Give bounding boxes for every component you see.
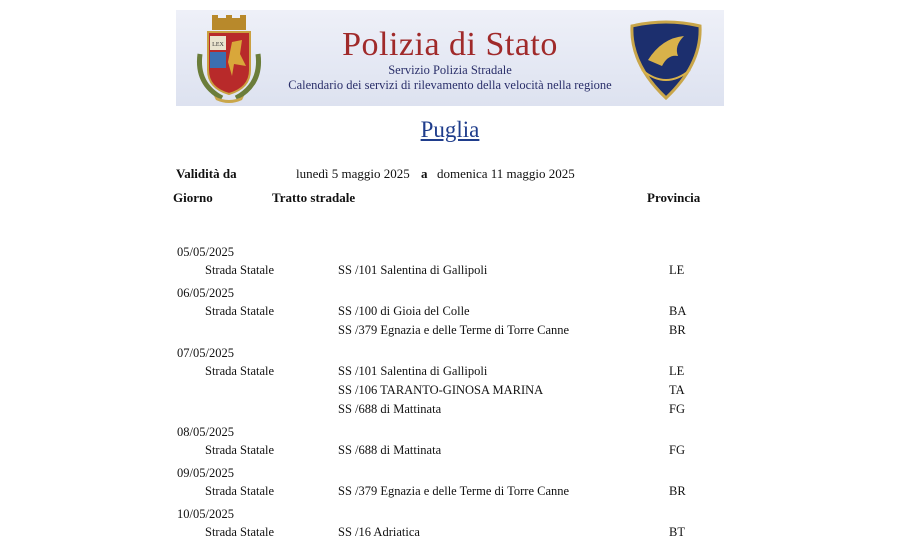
validity-to: domenica 11 maggio 2025 bbox=[437, 166, 575, 181]
province-code: BR bbox=[669, 484, 686, 498]
road-type: Strada Statale bbox=[205, 263, 275, 277]
road-type: Strada Statale bbox=[205, 304, 275, 318]
schedule-date: 10/05/2025 bbox=[177, 507, 234, 521]
road-segment: SS /688 di Mattinata bbox=[338, 402, 442, 416]
province-code: BR bbox=[669, 323, 686, 337]
schedule-date: 06/05/2025 bbox=[177, 286, 234, 300]
province-code: LE bbox=[669, 364, 685, 378]
road-type: Strada Statale bbox=[205, 484, 275, 498]
province-code: FG bbox=[669, 443, 685, 457]
province-code: BA bbox=[669, 304, 687, 318]
province-code: LE bbox=[669, 263, 685, 277]
road-segment: SS /16 Adriatica bbox=[338, 525, 420, 539]
column-header-day: Giorno bbox=[173, 190, 213, 205]
banner-subtitle: Servizio Polizia Stradale bbox=[388, 63, 512, 77]
road-segment: SS /688 di Mattinata bbox=[338, 443, 442, 457]
banner-title: Polizia di Stato bbox=[342, 26, 558, 63]
schedule-date: 08/05/2025 bbox=[177, 425, 234, 439]
province-code: TA bbox=[669, 383, 685, 397]
road-segment: SS /101 Salentina di Gallipoli bbox=[338, 263, 488, 277]
column-header-road: Tratto stradale bbox=[272, 190, 356, 205]
road-type: Strada Statale bbox=[205, 364, 275, 378]
region-title: Puglia bbox=[420, 117, 480, 142]
province-code: FG bbox=[669, 402, 685, 416]
road-type: Strada Statale bbox=[205, 525, 275, 539]
banner-description: Calendario dei servizi di rilevamento della velocità nella regione bbox=[288, 78, 612, 92]
column-header-province: Provincia bbox=[647, 190, 701, 205]
validity-from: lunedì 5 maggio 2025 bbox=[296, 166, 410, 181]
polizia-stradale-badge-icon bbox=[628, 20, 704, 100]
header-banner bbox=[176, 10, 724, 106]
validity-connector: a bbox=[421, 166, 428, 181]
schedule-date: 07/05/2025 bbox=[177, 346, 234, 360]
road-segment: SS /379 Egnazia e delle Terme di Torre Canne bbox=[338, 323, 570, 337]
road-type: Strada Statale bbox=[205, 443, 275, 457]
schedule-date: 05/05/2025 bbox=[177, 245, 234, 259]
province-code: BT bbox=[669, 525, 685, 539]
emblem-lex-text: LEX bbox=[212, 42, 224, 48]
schedule-date: 09/05/2025 bbox=[177, 466, 234, 480]
road-segment: SS /379 Egnazia e delle Terme di Torre Canne bbox=[338, 484, 570, 498]
road-segment: SS /101 Salentina di Gallipoli bbox=[338, 364, 488, 378]
road-segment: SS /100 di Gioia del Colle bbox=[338, 304, 470, 318]
road-segment: SS /106 TARANTO-GINOSA MARINA bbox=[338, 383, 544, 397]
validity-label: Validità da bbox=[176, 166, 237, 181]
